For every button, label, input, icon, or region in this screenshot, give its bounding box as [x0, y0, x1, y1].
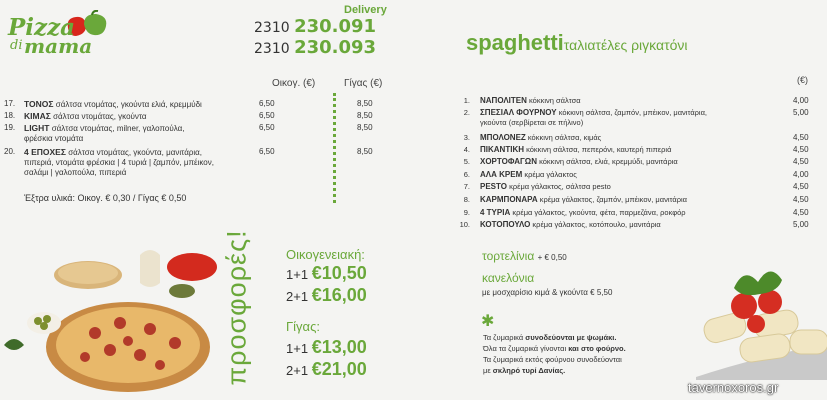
logo	[6, 8, 116, 58]
phone-number-2[interactable]	[254, 37, 376, 58]
pasta-price: 4,50	[793, 182, 809, 191]
price-family: 6,50	[259, 147, 275, 156]
extras-note: Έξτρα υλικά: Οικογ. € 0,30 / Γίγας € 0,50	[24, 193, 187, 203]
price-giant: 8,50	[357, 147, 373, 156]
col-header-giant: Γίγας (€)	[344, 78, 383, 89]
pasta-price: 4,00	[793, 170, 809, 179]
delivery-label: Delivery	[344, 4, 387, 16]
pasta-name: ΧΟΡΤΟΦΑΓΩΝ	[480, 157, 537, 166]
cannelloni-title: κανελόνια	[482, 271, 535, 285]
logo-mama-text: mama	[24, 34, 93, 58]
pizza-photo-illustration	[0, 245, 225, 400]
cannelloni-desc: με μοσχαρίσιο κιμά & γκούντα € 5,50	[482, 288, 613, 297]
offer-line: 1+1 €13,00	[286, 337, 367, 357]
asterisk-icon: ✱	[481, 313, 495, 330]
phone-main: 230.093	[294, 37, 377, 58]
offer-giant-title: Γίγας:	[286, 319, 320, 334]
pasta-price: 4,50	[793, 195, 809, 204]
phone-main: 230.091	[294, 16, 377, 37]
offer-line: 2+1 €16,00	[286, 285, 367, 305]
col-header-family: Οικογ. (€)	[272, 78, 316, 89]
pasta-name: ΑΛΑ ΚΡΕΜ	[480, 170, 523, 179]
spaghetti-title: spaghettiταλιατέλες ριγκατόνι	[466, 30, 688, 55]
phone-prefix: 2310	[254, 41, 290, 57]
price-giant: 8,50	[357, 123, 373, 132]
offers-vertical-title: προσφορές!	[221, 229, 252, 386]
pasta-name: PESTO	[480, 182, 507, 191]
spaghetti-subtitle: ταλιατέλες ριγκατόνι	[563, 37, 688, 53]
pasta-name: ΣΠΕΣΙΑΛ ΦΟΥΡΝΟΥ	[480, 108, 557, 117]
pasta-price: 4,50	[793, 157, 809, 166]
pasta-name: ΚΑΡΜΠΟΝΑΡΑ	[480, 195, 538, 204]
pasta-price: 5,00	[793, 220, 809, 229]
pasta-price: 4,00	[793, 96, 809, 105]
price-giant: 8,50	[357, 99, 373, 108]
phone-prefix: 2310	[254, 20, 290, 36]
pasta-name: ΜΠΟΛΟΝΕΖ	[480, 133, 526, 142]
price-family: 6,50	[259, 99, 275, 108]
pizza-name: ΚΙΜΑΣ	[24, 111, 51, 121]
pasta-price: 4,50	[793, 133, 809, 142]
offer-family-title: Οικογενειακή:	[286, 247, 365, 262]
pasta-price: 4,50	[793, 208, 809, 217]
pasta-name: ΠΙΚΑΝΤΙΚΗ	[480, 145, 524, 154]
pizza-name: LIGHT	[24, 123, 50, 133]
pasta-price: 4,50	[793, 145, 809, 154]
pizza-name: 4 ΕΠΟΧΕΣ	[24, 147, 66, 157]
watermark: tavernoxoros.gr	[688, 380, 779, 395]
logo-di-text: di	[10, 38, 23, 53]
pasta-name: 4 ΤΥΡΙΑ	[480, 208, 511, 217]
phone-number-1[interactable]	[254, 16, 376, 37]
pasta-note: ✱ Τα ζυμαρικά συνοδεύονται με ψωμάκι. Όλα τα ζυμαρικά γίνονται και στο φούρνο. Τα ζυμαρικά εκτός φούρνου συνοδεύονται με σκληρό τυρί Δανίας.	[481, 313, 626, 375]
offer-line: 2+1 €21,00	[286, 359, 367, 379]
currency-header: (€)	[797, 75, 808, 85]
price-family: 6,50	[259, 123, 275, 132]
pasta-price: 5,00	[793, 108, 809, 117]
pizza-name: ΤΟΝΟΣ	[24, 99, 54, 109]
pasta-name: ΚΟΤΟΠΟΥΛΟ	[480, 220, 531, 229]
tortellini-item: τορτελίνια + € 0,50	[482, 249, 567, 263]
price-giant: 8,50	[357, 111, 373, 120]
offer-line: 1+1 €10,50	[286, 263, 367, 283]
logo-pizza-text: Pizza	[8, 14, 76, 41]
price-family: 6,50	[259, 111, 275, 120]
pasta-name: ΝΑΠΟΛΙΤΕΝ	[480, 96, 527, 105]
column-divider	[333, 93, 336, 203]
pasta-photo-illustration	[686, 252, 827, 380]
